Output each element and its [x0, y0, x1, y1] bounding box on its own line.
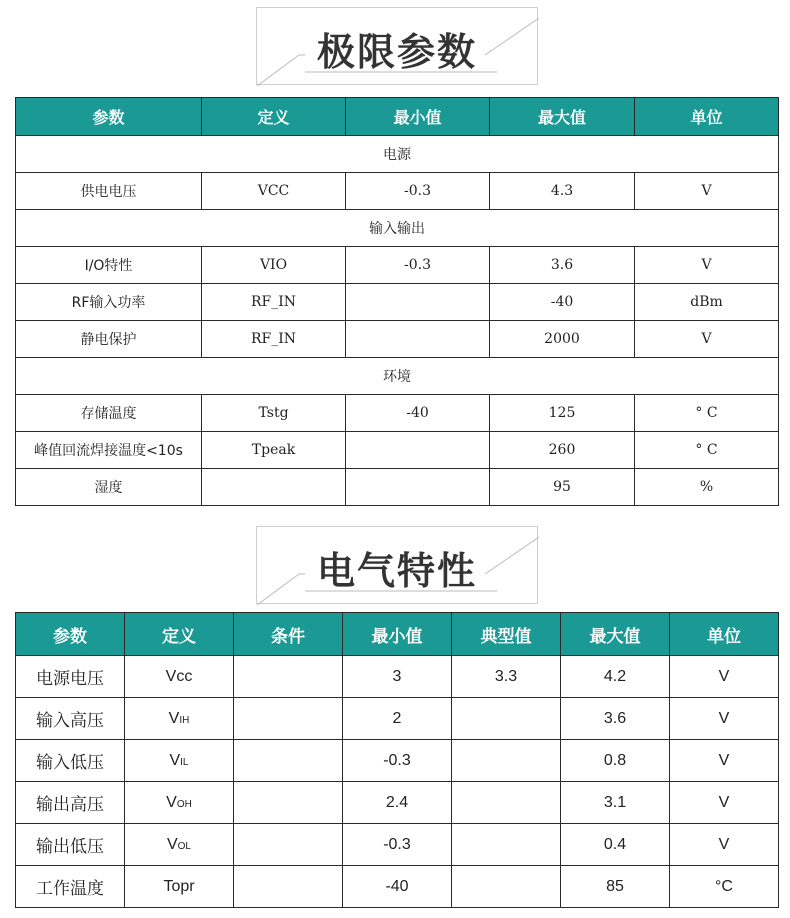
max-cell: 3.6 — [490, 247, 635, 284]
min-cell — [346, 469, 490, 506]
min-cell: -0.3 — [346, 173, 490, 210]
max-cell: 4.2 — [561, 656, 670, 698]
typ-cell — [452, 866, 561, 908]
symbol-cell — [125, 824, 234, 866]
unit-cell: V — [670, 824, 779, 866]
header-cell: 最小值 — [346, 98, 490, 136]
param-cell: 输出低压 — [16, 824, 125, 866]
table-row — [16, 284, 779, 321]
typ-cell — [452, 698, 561, 740]
unit-cell: V — [670, 656, 779, 698]
symbol-cell: RF_IN — [202, 321, 346, 358]
param-cell: 电源电压 — [16, 656, 125, 698]
max-cell: 260 — [490, 432, 635, 469]
max-cell: 125 — [490, 395, 635, 432]
header-cell: 最大值 — [490, 98, 635, 136]
unit-cell: % — [635, 469, 779, 506]
min-cell — [346, 321, 490, 358]
min-cell: 2.4 — [343, 782, 452, 824]
electrical-table — [15, 612, 779, 908]
header-cell: 条件 — [234, 613, 343, 656]
param-cell: 湿度 — [16, 469, 202, 506]
unit-cell: °C — [670, 866, 779, 908]
table-row — [16, 740, 779, 782]
unit-cell: V — [670, 782, 779, 824]
section-title: 电气特性 — [316, 549, 477, 593]
min-cell — [346, 284, 490, 321]
condition-cell — [234, 740, 343, 782]
min-cell: -40 — [346, 395, 490, 432]
header-cell: 单位 — [670, 613, 779, 656]
min-cell: -40 — [343, 866, 452, 908]
min-cell: -0.3 — [343, 740, 452, 782]
max-cell: 0.4 — [561, 824, 670, 866]
unit-cell: V — [670, 698, 779, 740]
unit-cell: V — [635, 173, 779, 210]
header-cell: 参数 — [16, 613, 125, 656]
group-row — [16, 136, 779, 173]
table-row — [16, 247, 779, 284]
param-cell: 输出高压 — [16, 782, 125, 824]
symbol-text: V — [168, 709, 180, 727]
section-title-box — [256, 7, 538, 85]
table-row — [16, 395, 779, 432]
symbol-text: Topr — [163, 877, 195, 895]
condition-cell — [234, 866, 343, 908]
max-cell: 0.8 — [561, 740, 670, 782]
table-row — [16, 432, 779, 469]
param-cell: 存储温度 — [16, 395, 202, 432]
symbol-cell — [125, 740, 234, 782]
group-label: 输入输出 — [16, 210, 779, 247]
symbol-cell: Tpeak — [202, 432, 346, 469]
unit-cell: V — [670, 740, 779, 782]
symbol-cell: Tstg — [202, 395, 346, 432]
min-cell: 3 — [343, 656, 452, 698]
unit-cell: ° C — [635, 432, 779, 469]
table-row — [16, 469, 779, 506]
typ-cell — [452, 782, 561, 824]
typ-cell — [452, 740, 561, 782]
table-row — [16, 321, 779, 358]
max-cell: 85 — [561, 866, 670, 908]
symbol-cell — [202, 469, 346, 506]
min-cell — [346, 432, 490, 469]
symbol-subscript: OH — [176, 798, 192, 810]
max-cell: 95 — [490, 469, 635, 506]
table-row — [16, 173, 779, 210]
symbol-cell — [125, 656, 234, 698]
group-row — [16, 358, 779, 395]
header-cell: 最大值 — [561, 613, 670, 656]
symbol-cell — [125, 866, 234, 908]
section-title-box — [256, 526, 538, 604]
max-cell: 2000 — [490, 321, 635, 358]
electrical-body — [16, 656, 779, 908]
min-cell: 2 — [343, 698, 452, 740]
typ-cell — [452, 824, 561, 866]
header-cell: 单位 — [635, 98, 779, 136]
table-header-row — [16, 613, 779, 656]
table-row — [16, 866, 779, 908]
table-header-row — [16, 98, 779, 136]
header-cell: 参数 — [16, 98, 202, 136]
symbol-text: V — [166, 835, 178, 853]
min-cell: -0.3 — [346, 247, 490, 284]
group-label: 电源 — [16, 136, 779, 173]
header-cell: 定义 — [202, 98, 346, 136]
param-cell: 供电电压 — [16, 173, 202, 210]
condition-cell — [234, 824, 343, 866]
table-row — [16, 656, 779, 698]
group-label: 环境 — [16, 358, 779, 395]
header-cell: 定义 — [125, 613, 234, 656]
max-cell: 3.6 — [561, 698, 670, 740]
param-cell: 输入低压 — [16, 740, 125, 782]
min-cell: -0.3 — [343, 824, 452, 866]
symbol-text: V — [169, 751, 181, 769]
symbol-subscript: IH — [179, 714, 190, 726]
table-row — [16, 824, 779, 866]
symbol-subscript: OL — [177, 840, 191, 852]
symbol-subscript: IL — [180, 756, 189, 768]
symbol-cell — [125, 698, 234, 740]
param-cell: 峰值回流焊接温度<10s — [16, 432, 202, 469]
unit-cell: dBm — [635, 284, 779, 321]
table-row — [16, 698, 779, 740]
condition-cell — [234, 656, 343, 698]
typ-cell: 3.3 — [452, 656, 561, 698]
condition-cell — [234, 698, 343, 740]
group-row — [16, 210, 779, 247]
header-cell: 最小值 — [343, 613, 452, 656]
param-cell: 工作温度 — [16, 866, 125, 908]
symbol-cell: VIO — [202, 247, 346, 284]
param-cell: RF输入功率 — [16, 284, 202, 321]
symbol-cell: VCC — [202, 173, 346, 210]
symbol-cell: RF_IN — [202, 284, 346, 321]
max-cell: 4.3 — [490, 173, 635, 210]
section-title: 极限参数 — [316, 30, 477, 74]
unit-cell: V — [635, 321, 779, 358]
symbol-text: Vcc — [165, 667, 193, 685]
param-cell: 静电保护 — [16, 321, 202, 358]
param-cell: I/O特性 — [16, 247, 202, 284]
symbol-text: V — [166, 793, 177, 811]
symbol-cell — [125, 782, 234, 824]
header-cell: 典型值 — [452, 613, 561, 656]
unit-cell: ° C — [635, 395, 779, 432]
max-cell: -40 — [490, 284, 635, 321]
condition-cell — [234, 782, 343, 824]
limit-params-body — [16, 136, 779, 506]
table-row — [16, 782, 779, 824]
param-cell: 输入高压 — [16, 698, 125, 740]
max-cell: 3.1 — [561, 782, 670, 824]
unit-cell: V — [635, 247, 779, 284]
limit-params-table — [15, 97, 779, 506]
